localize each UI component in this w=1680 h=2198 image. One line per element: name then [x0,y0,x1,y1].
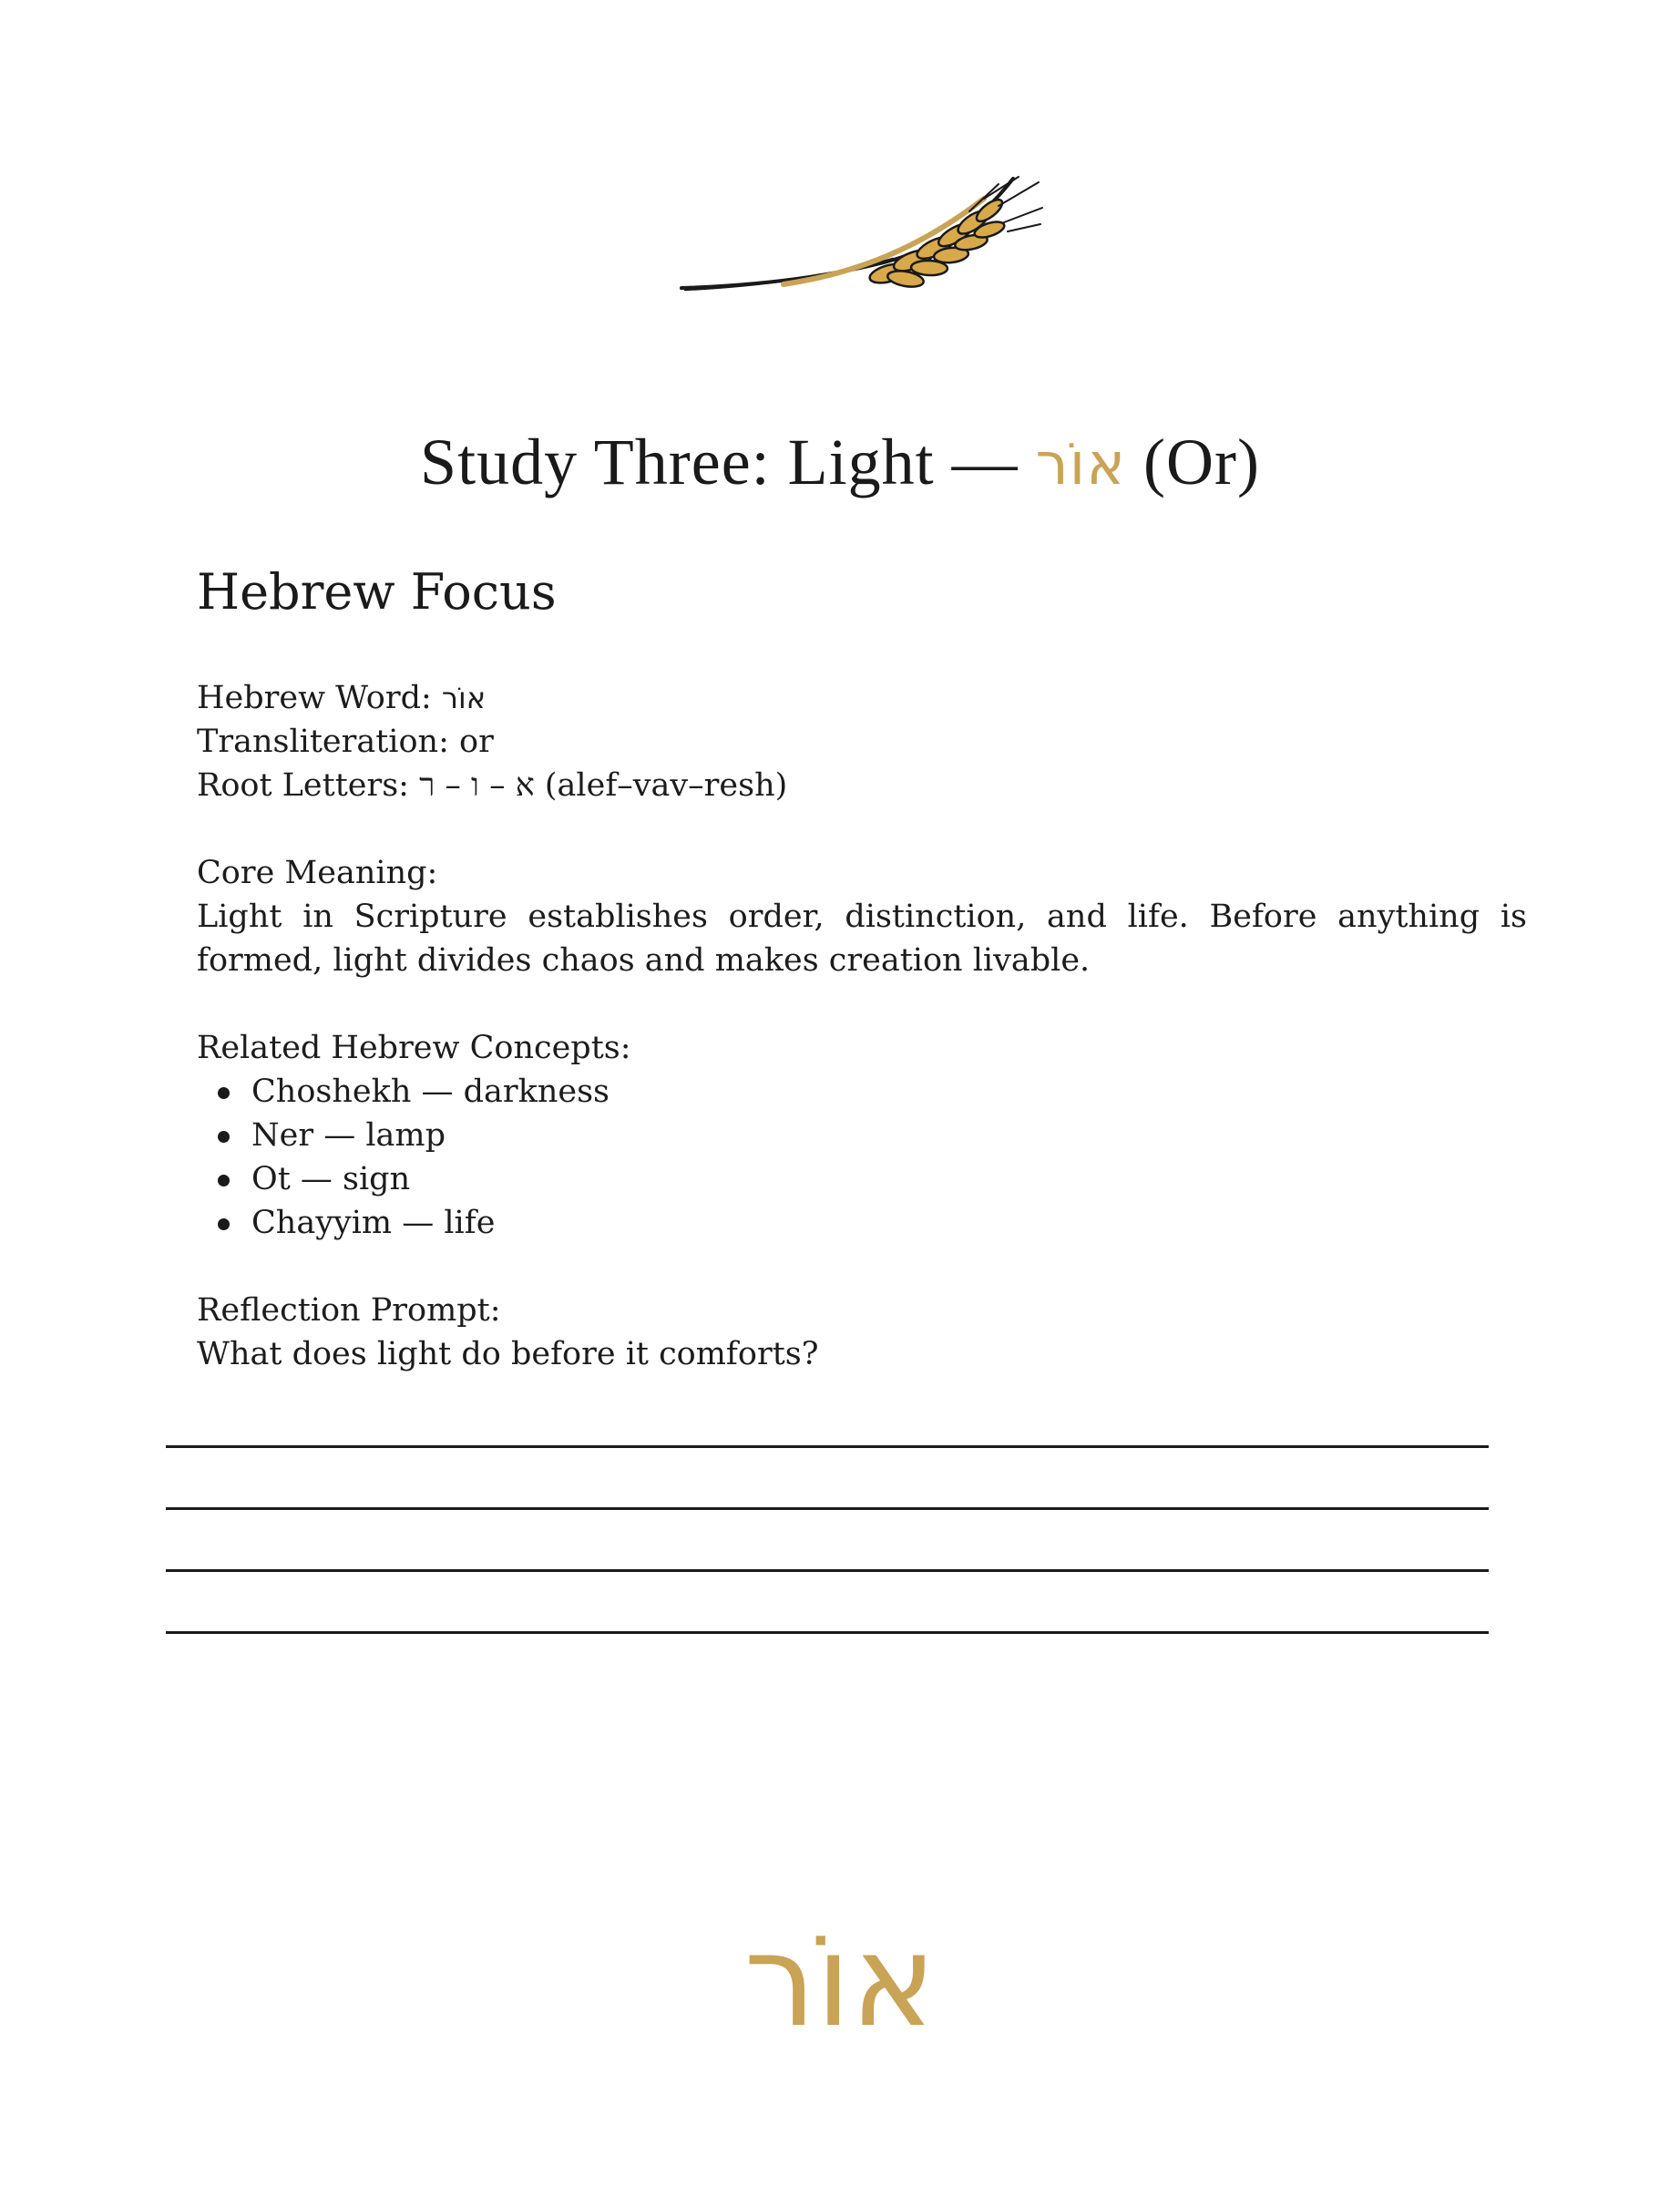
hebrew-word-value: אוֹר [441,681,487,715]
core-meaning-label: Core Meaning: [197,855,438,891]
title-hebrew-word: אוֹר [1035,431,1126,498]
title-prefix: Study Three: Light — [420,426,1036,498]
spacer [197,807,1527,851]
writing-line[interactable] [166,1507,1489,1510]
reflection-label: Reflection Prompt: [197,1292,501,1329]
list-item: Ot — sign [251,1157,1527,1201]
reflection-writing-area[interactable] [166,1445,1489,1693]
transliteration-value: or [459,724,494,760]
root-letters-label: Root Letters: [197,767,420,804]
hebrew-word-line [197,676,1527,720]
page-title [0,421,1680,506]
core-meaning-text: Light in Scripture establishes order, distinction, and life. Before anything is formed, light divides chaos and makes creation livable. [197,899,1527,979]
related-concepts-label: Related Hebrew Concepts: [197,1030,631,1066]
section-heading: Hebrew Focus [197,563,557,621]
writing-line[interactable] [166,1445,1489,1448]
spacer [197,1245,1527,1289]
list-item: Chayyim — life [251,1201,1527,1245]
spacer [197,982,1527,1026]
transliteration-line [197,720,1527,764]
root-letters-value: א – ו – ר (alef–vav–resh) [419,767,788,804]
reflection-question: What does light do before it comforts? [197,1336,819,1372]
wheat-stalk-icon [674,171,1048,299]
writing-line[interactable] [166,1569,1489,1572]
title-suffix: (Or) [1126,426,1260,498]
list-item: Choshekh — darkness [251,1070,1527,1114]
list-item: Ner — lamp [251,1114,1527,1157]
related-concepts-list [197,1070,1527,1245]
study-content [197,556,1527,1376]
root-letters-line [197,764,1527,807]
hebrew-word-label: Hebrew Word: [197,680,442,716]
footer-hebrew-word: אוֹר [743,1907,937,2056]
writing-line[interactable] [166,1631,1489,1634]
transliteration-label: Transliteration: [197,724,459,760]
